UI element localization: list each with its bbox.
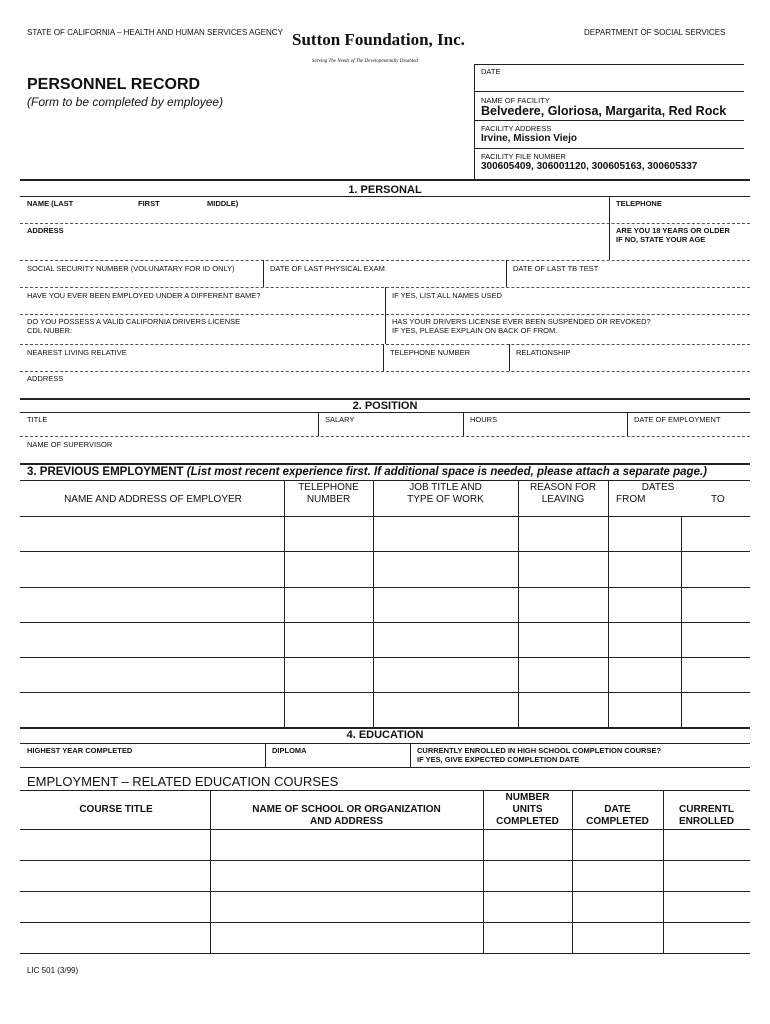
name-field[interactable] bbox=[22, 208, 607, 222]
employer-row-1[interactable] bbox=[22, 518, 282, 549]
logo-name: Sutton Foundation, Inc. bbox=[292, 30, 465, 49]
col-reason-line2: LEAVING bbox=[541, 494, 585, 505]
facility-file-value[interactable]: 300605409, 306001120, 300605163, 300605337 bbox=[481, 161, 698, 172]
enrolled-question: CURRENTLY ENROLLED IN HIGH SCHOOL COMPLETION COURSE? bbox=[417, 746, 662, 755]
employer-row-3[interactable] bbox=[22, 589, 282, 620]
date-label: DATE bbox=[481, 67, 501, 76]
col-course-title: COURSE TITLE bbox=[79, 804, 153, 815]
suspended-explain: IF YES, PLEASE EXPLAIN ON BACK OF FROM. bbox=[392, 326, 558, 335]
facility-address-label: FACILITY ADDRESS bbox=[481, 124, 552, 133]
employer-row-5[interactable] bbox=[22, 659, 282, 690]
col-cur-line1: CURRENTL bbox=[679, 804, 734, 815]
course-row-4[interactable] bbox=[22, 924, 208, 951]
name-last-label: NAME (LAST bbox=[27, 199, 74, 208]
facility-file-label: FACILITY FILE NUMBER bbox=[481, 152, 566, 161]
course-row-2[interactable] bbox=[22, 862, 208, 889]
job-title-label: TITLE bbox=[27, 415, 48, 424]
list-names-label: IF YES, LIST ALL NAMES USED bbox=[392, 291, 502, 300]
col-school-line1: NAME OF SCHOOL OR ORGANIZATION bbox=[252, 804, 441, 815]
col-reason bbox=[518, 482, 608, 506]
address-field[interactable] bbox=[22, 236, 607, 258]
sutton-logo bbox=[292, 30, 472, 70]
employer-row-4[interactable] bbox=[22, 624, 282, 655]
relative-address-label: ADDRESS bbox=[27, 374, 64, 383]
physical-exam-label: DATE OF LAST PHYSICAL EXAM bbox=[270, 264, 385, 273]
section-position-title: 2. POSITION bbox=[352, 400, 418, 412]
different-name-question: HAVE YOU EVER BEEN EMPLOYED UNDER A DIFFERENT BAME? bbox=[27, 291, 261, 300]
col-school-line2: AND ADDRESS bbox=[310, 816, 383, 827]
col-date-line2: COMPLETED bbox=[586, 816, 649, 827]
facility-box-left-border bbox=[474, 64, 475, 180]
logo-tagline: Serving The Needs of The Developmentally Disabled bbox=[312, 59, 418, 64]
col-date-line1: DATE bbox=[604, 804, 631, 815]
col-reason-line1: REASON FOR bbox=[529, 482, 597, 493]
course-row-3[interactable] bbox=[22, 893, 208, 920]
col-job bbox=[373, 482, 518, 506]
col-employer: NAME AND ADDRESS OF EMPLOYER bbox=[64, 494, 242, 505]
col-dates: DATES bbox=[641, 482, 675, 493]
telephone-label: TELEPHONE bbox=[616, 199, 662, 208]
previous-title-bold: 3. PREVIOUS EMPLOYMENT bbox=[27, 466, 184, 478]
address-label: ADDRESS bbox=[27, 226, 64, 235]
diploma-label: DIPLOMA bbox=[272, 746, 307, 755]
license-question: DO YOU POSSESS A VALID CALIFORNIA DRIVERS LICENSE bbox=[27, 317, 241, 326]
name-first-label: FIRST bbox=[138, 199, 160, 208]
col-units-line1: NUMBER bbox=[505, 792, 550, 803]
employer-row-6[interactable] bbox=[22, 694, 282, 725]
ssn-label: SOCIAL SECURITY NUMBER (VOLUNATARY FOR ID ONLY) bbox=[27, 264, 235, 273]
age-question-line1: ARE YOU 18 YEARS OR OLDER bbox=[616, 226, 730, 235]
nearest-relative-label: NEAREST LIVING RELATIVE bbox=[27, 348, 127, 357]
department-name: DEPARTMENT OF SOCIAL SERVICES bbox=[584, 28, 726, 37]
facility-box-top-border bbox=[474, 64, 744, 65]
col-date-completed bbox=[572, 804, 663, 828]
tb-test-label: DATE OF LAST TB TEST bbox=[513, 264, 599, 273]
facility-name-label: NAME OF FACILITY bbox=[481, 96, 550, 105]
facility-address-value[interactable]: Irvine, Mission Viejo bbox=[481, 133, 577, 144]
highest-year-label: HIGHEST YEAR COMPLETED bbox=[27, 746, 133, 755]
form-id: LIC 501 (3/99) bbox=[27, 966, 79, 975]
col-job-line2: TYPE OF WORK bbox=[407, 494, 484, 505]
employer-row-2[interactable] bbox=[22, 553, 282, 585]
col-to: TO bbox=[711, 494, 725, 505]
enrolled-expected-date: IF YES, GIVE EXPECTED COMPLETION DATE bbox=[417, 755, 580, 764]
col-from: FROM bbox=[616, 494, 646, 505]
courses-title: EMPLOYMENT – RELATED EDUCATION COURSES bbox=[27, 774, 339, 789]
hours-label: HOURS bbox=[470, 415, 498, 424]
agency-name: STATE OF CALIFORNIA – HEALTH AND HUMAN SERVICES AGENCY bbox=[27, 28, 283, 37]
col-school bbox=[210, 804, 483, 828]
section-education-title: 4. EDUCATION bbox=[346, 729, 424, 741]
relative-telephone-label: TELEPHONE NUMBER bbox=[390, 348, 471, 357]
form-title: PERSONNEL RECORD bbox=[27, 76, 201, 93]
col-telephone bbox=[284, 482, 373, 506]
form-subtitle: (Form to be completed by employee) bbox=[27, 95, 224, 109]
name-middle-label: MIDDLE) bbox=[207, 199, 239, 208]
previous-title-italic: (List most recent experience first. If additional space is needed, please attach a separate page.) bbox=[186, 466, 708, 478]
date-field[interactable] bbox=[481, 76, 741, 90]
col-telephone-line2: NUMBER bbox=[306, 494, 351, 505]
col-job-line1: JOB TITLE AND bbox=[409, 482, 482, 493]
col-cur-line2: ENROLLED bbox=[679, 816, 734, 827]
telephone-field[interactable] bbox=[612, 208, 747, 222]
salary-label: SALARY bbox=[325, 415, 355, 424]
course-row-1[interactable] bbox=[22, 831, 208, 858]
supervisor-label: NAME OF SUPERVISOR bbox=[27, 440, 113, 449]
col-units-line3: COMPLETED bbox=[496, 816, 559, 827]
section-personal-title: 1. PERSONAL bbox=[348, 184, 422, 196]
age-question-line2: IF NO, STATE YOUR AGE bbox=[616, 235, 706, 244]
facility-name-value[interactable]: Belvedere, Gloriosa, Margarita, Red Rock bbox=[481, 104, 727, 118]
col-units bbox=[483, 792, 572, 828]
date-of-employment-label: DATE OF EMPLOYMENT bbox=[634, 415, 721, 424]
relationship-label: RELATIONSHIP bbox=[516, 348, 571, 357]
suspended-question: HAS YOUR DRIVERS LICENSE EVER BEEN SUSPENDED OR REVOKED? bbox=[392, 317, 651, 326]
col-currently-enrolled bbox=[663, 804, 750, 828]
col-units-line2: UNITS bbox=[512, 804, 543, 815]
col-telephone-line1: TELEPHONE bbox=[298, 482, 359, 493]
cdl-number-label: CDL NUBER: bbox=[27, 326, 73, 335]
section-previous-title bbox=[27, 466, 707, 478]
